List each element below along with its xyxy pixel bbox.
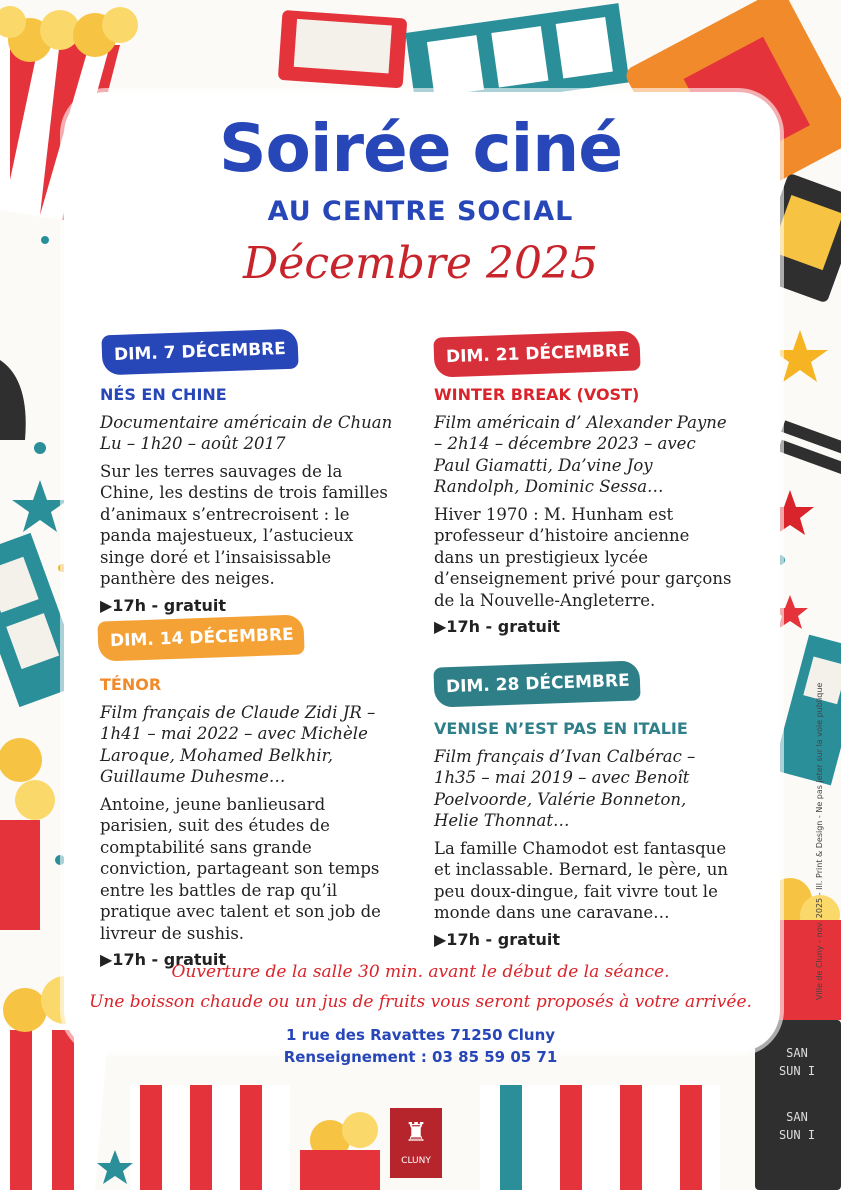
footer-phone: Renseignement : 03 85 59 05 71 [283,1048,558,1066]
event-date-badge: DIM. 7 DÉCEMBRE [101,329,298,376]
reel-left-icon [0,360,26,440]
film-title: TÉNOR [100,675,162,694]
film-synopsis: Hiver 1970 : M. Hunham est professeur d’histoire ancienne dans un prestigieux lycée d’enseignement privé pour garçons de la Nouvelle-Angleterre. [434,504,732,610]
stripes-right-icon [778,420,841,475]
film-info: Film français de Claude Zidi JR – 1h41 – mai 2022 – avec Michèle Laroque, Mohamed Belkhir, Guillaume Duhesme… [100,702,376,786]
event-block [100,384,400,616]
film-time: ▶17h - gratuit [434,617,561,636]
film-info: Film américain d’ Alexander Payne – 2h14 – décembre 2023 – avec Paul Giamatti, Da’vine Joy Randolph, Dominic Sessa… [434,412,727,496]
page-subtitle: AU CENTRE SOCIAL [267,196,574,227]
cluny-logo [390,1108,442,1178]
logo-text: CLUNY [401,1156,431,1166]
event-date-badge: DIM. 28 DÉCEMBRE [433,660,640,707]
event-date-badge: DIM. 21 DÉCEMBRE [433,330,640,377]
event-block [434,718,734,950]
film-title: VENISE N’EST PAS EN ITALIE [434,719,688,738]
event-block [100,674,400,971]
film-synopsis: La famille Chamodot est fantasque et inclassable. Bernard, le père, un peu doux-dingue, fait vivre tout le monde dans une caravane… [434,838,728,922]
film-strip-right-icon [773,635,841,786]
footer-opening-note: Ouverture de la salle 30 min. avant le début de la séance. [171,962,670,982]
month-title: Décembre 2025 [243,238,598,289]
event-block [434,384,734,638]
film-title: NÉS EN CHINE [100,385,227,404]
clapper-label: SAN [786,1110,808,1124]
footer-address: 1 rue des Ravattes 71250 Cluny [285,1026,556,1044]
film-time: ▶17h - gratuit [100,595,227,615]
film-info: Documentaire américain de Chuan Lu – 1h20 – août 2017 [100,412,393,453]
page-title: Soirée ciné [218,110,623,187]
film-time: ▶17h - gratuit [100,950,227,969]
popcorn-left-mid-icon [0,738,55,930]
clapperboard-top-icon [278,10,408,89]
footer-drinks-note: Une boisson chaude ou un jus de fruits vous seront proposés à votre arrivée. [89,992,752,1012]
film-info: Film français d’Ivan Calbérac – 1h35 – mai 2019 – avec Benoît Poelvoorde, Valérie Bonneton, Helie Thonnat… [434,746,696,830]
film-title: WINTER BREAK (VOST) [434,385,640,404]
side-legal-note: Ville de Cluny - nov. 2025 - Ill. Print & Design - Ne pas jeter sur la voie publique [815,682,824,1000]
film-time: ▶17h - gratuit [434,929,561,949]
film-synopsis: Sur les terres sauvages de la Chine, les destins de trois familles d’animaux s’entrecroisent : le panda majestueux, l’astucieux singe doré et l’insaisissable panthère des neiges. [100,461,388,588]
film-synopsis: Antoine, jeune banlieusard parisien, suit des études de comptabilité sans grande conviction, partageant son temps entre les battles de rap qu’il pratique avec talent et son job de livreur de sushis. [100,794,381,943]
logo-emblem-icon: ♜ [404,1118,428,1148]
clapper-label: SAN [786,1046,808,1060]
clapper-label: SUN I [778,1128,816,1142]
event-date-badge: DIM. 14 DÉCEMBRE [97,614,304,661]
clapper-label: SUN I [778,1064,816,1078]
clapper-text [762,1044,832,1144]
